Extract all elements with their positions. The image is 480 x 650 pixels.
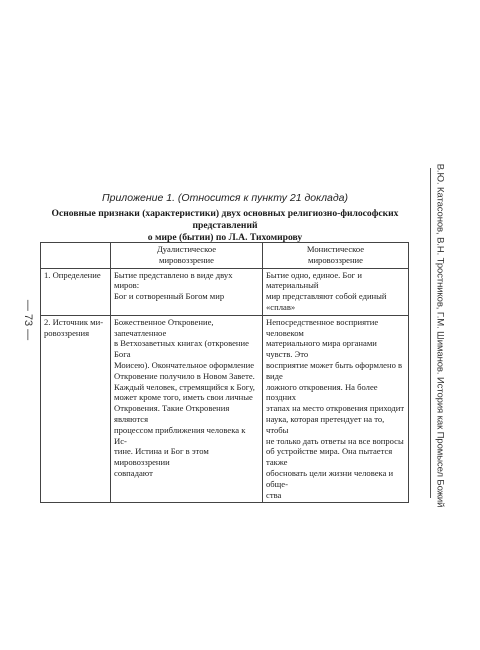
cell-monistic-source: Непосредственное восприятие человеком материального мира органами чувств. Это восприятие может быть оформлено в виде ложного откровения. На более поздних этапах на место откровения приходит наука, которая претендует на то, чтобы не только дать ответы на все вопросы об устройстве мира. Она пытается также обосновать цели жизни человека и обще- ства [263, 315, 409, 503]
running-header [410, 163, 470, 507]
running-header-text: В.Ю. Катасонов, В.Н. Тростников, Г.М. Шиманов. История как Промысел Божий [434, 163, 446, 507]
table-heading: Основные признаки (характеристики) двух основных религиозно-философских представлений о мире (бытии) по Л.А. Тихомирову [51, 208, 399, 243]
cell-dualistic-definition: Бытие представлено в виде двух миров: Бог и сотворенный Богом мир [111, 268, 263, 315]
table-row [41, 315, 409, 503]
cell-monistic-definition: Бытие одно, единое. Бог и материальный мир представляют собой единый «сплав» [263, 268, 409, 315]
cell-dualistic-source: Божественное Откровение, запечатленное в Ветхозаветных книгах (откровение Бога Моисею). Окончательное оформление Откровение получило в Новом Завете. Каждый человек, стремящийся к Богу, может кроме того, иметь свои личные Откровения. Такие Откровения являются процессом приближения человека к Ис- тине. Истина и Бог в этом мировоззрении совпадают [111, 315, 263, 503]
page-number [22, 300, 34, 340]
table-row [41, 268, 409, 315]
header-monistic: Монистическое мировоззрение [263, 243, 409, 269]
comparison-table [40, 242, 409, 503]
page-number-text: — 73 — [22, 299, 35, 341]
appendix-title: Приложение 1. (Относится к пункту 21 доклада) [102, 192, 348, 204]
header-empty-cell [41, 243, 111, 269]
header-dualistic: Дуалистическое мировоззрение [111, 243, 263, 269]
row-label-definition: 1. Определение [41, 268, 111, 315]
row-label-source: 2. Источник ми- ровоззрения [41, 315, 111, 503]
table-header-row [41, 243, 409, 269]
